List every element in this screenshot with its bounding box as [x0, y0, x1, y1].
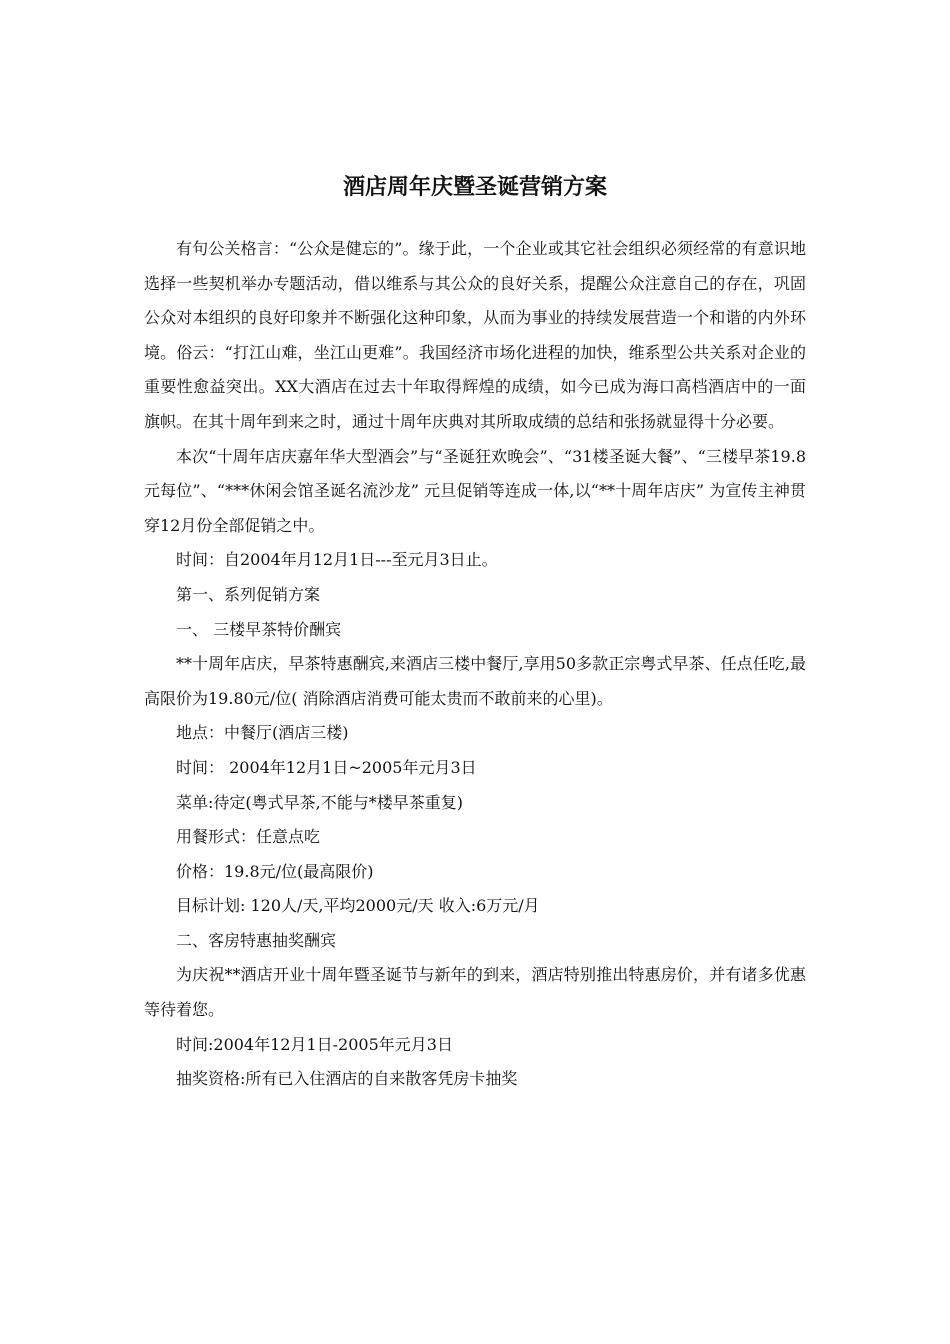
line-target: 目标计划: 120人/天,平均2000元/天 收入:6万元/月 [176, 896, 540, 916]
paragraph-morning-tea: **十周年店庆，早茶特惠酬宾,来酒店三楼中餐厅,享用50多款正宗粤式早茶、任点任吃,最高限价为19.80元/位( 消除酒店消费可能太贵而不敢前来的心里)。 [144, 654, 806, 708]
subheading-room-lottery: 二、客房特惠抽奖酬宾 [176, 930, 337, 950]
paragraph-room-lottery: 为庆祝**酒店开业十周年暨圣诞节与新年的到来，酒店特别推出特惠房价，并有诸多优惠等待着您。 [144, 965, 806, 1020]
section-heading-promotions: 第一、系列促销方案 [176, 584, 321, 604]
line-price: 价格：19.8元/位(最高限价) [176, 861, 374, 881]
document-title: 酒店周年庆暨圣诞营销方案 [342, 175, 607, 200]
line-menu: 菜单:待定(粤式早茶,不能与*楼早茶重复) [176, 792, 463, 812]
paragraph-time: 时间：自2004年月12月1日---至元月3日止。 [176, 550, 498, 570]
line-location: 地点：中餐厅(酒店三楼) [176, 723, 349, 743]
document-body [144, 232, 806, 1097]
paragraph-intro: 有句公关格言：“公众是健忘的”。缘于此，一个企业或其它社会组织必须经常的有意识地选择一些契机举办专题活动，借以维系与其公众的良好关系，提醒公众注意自己的存在，巩固公众对本组织的良好印象并不断强化这种印象，从而为事业的持续发展营造一个和谐的内外环境。俗云：“打江山难，坐江山更难”。我国经济市场化进程的加快，维系型公共关系对企业的重要性愈益突出。XX大酒店在过去十年取得辉煌的成绩，如今已成为海口高档酒店中的一面旗帜。在其十周年到来之时，通过十周年庆典对其所取成绩的总结和张扬就显得十分必要。 [144, 239, 806, 431]
line-dining-form: 用餐形式：任意点吃 [176, 827, 321, 847]
line-lottery-time: 时间:2004年12月1日-2005年元月3日 [176, 1034, 453, 1054]
subheading-morning-tea: 一、 三楼早茶特价酬宾 [176, 619, 342, 639]
paragraph-overview: 本次“十周年店庆嘉年华大型酒会”与“圣诞狂欢晚会”、“31楼圣诞大餐”、“三楼早茶19.8元每位”、“***休闲会馆圣诞名流沙龙” 元旦促销等连成一体,以“**十周年店庆” 为宣传主神贯穿12月份全部促销之中。 [144, 446, 806, 535]
line-tea-time: 时间： 2004年12月1日~2005年元月3日 [176, 757, 477, 777]
line-lottery-eligibility: 抽奖资格:所有已入住酒店的自来散客凭房卡抽奖 [176, 1069, 518, 1089]
